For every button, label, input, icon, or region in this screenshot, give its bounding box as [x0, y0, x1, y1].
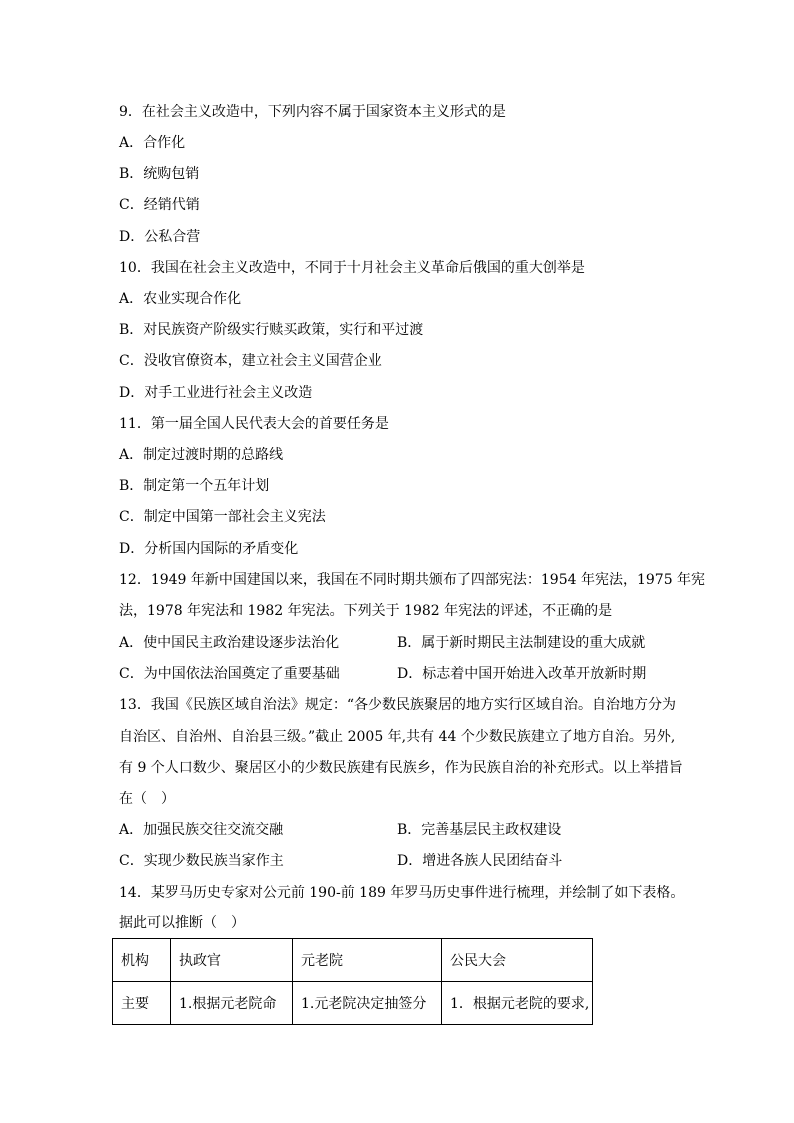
table-header-cell: 元老院 [293, 939, 442, 982]
q11-stem: 11．第一届全国人民代表大会的首要任务是 [119, 416, 389, 432]
q11-option-c: C．制定中国第一部社会主义宪法 [119, 509, 326, 525]
q9-option-b: B．统购包销 [119, 166, 200, 182]
table-header-cell: 机构 [113, 939, 171, 982]
q12-option-a: A．使中国民主政治建设逐步法治化 [119, 635, 340, 651]
q12-stem-line-2: 法，1978 年宪法和 1982 年宪法。下列关于 1982 年宪法的评述，不正确的是 [119, 603, 613, 619]
q9-stem: 9．在社会主义改造中，下列内容不属于国家资本主义形式的是 [119, 104, 506, 120]
q9-option-c: C．经销代销 [119, 197, 200, 213]
q13-stem-line-2: 自治区、自治州、自治县三级。”截止 2005 年,共有 44 个少数民族建立了地方自治。另外, [119, 729, 676, 745]
q10-option-a: A．农业实现合作化 [119, 291, 242, 307]
q13-stem-line-4: 在（ ） [119, 791, 175, 807]
table-cell: 主要 [113, 982, 171, 1025]
q11-option-a: A．制定过渡时期的总路线 [119, 447, 284, 463]
q13-stem-line-3: 有 9 个人口数少、聚居区小的少数民族建有民族乡，作为民族自治的补充形式。以上举措旨 [119, 760, 683, 776]
table-header-cell: 执政官 [171, 939, 293, 982]
q10-option-c: C．没收官僚资本，建立社会主义国营企业 [119, 353, 382, 369]
q9-option-d: D．公私合营 [119, 229, 201, 245]
q10-option-b: B．对民族资产阶级实行赎买政策，实行和平过渡 [119, 322, 424, 338]
q11-option-d: D．分析国内国际的矛盾变化 [119, 541, 299, 557]
q13-option-d: D．增进各族人民团结奋斗 [397, 853, 563, 869]
q12-option-d: D．标志着中国开始进入改革开放新时期 [397, 666, 647, 682]
q12-option-b: B．属于新时期民主法制建设的重大成就 [397, 635, 646, 651]
table-header-row [113, 939, 593, 982]
q14-stem-line-1: 14．某罗马历史专家对公元前 190-前 189 年罗马历史事件进行梳理，并绘制了如下表格。 [119, 885, 685, 901]
q11-option-b: B．制定第一个五年计划 [119, 478, 270, 494]
q9-option-a: A．合作化 [119, 135, 186, 151]
q14-stem-line-2: 据此可以推断（ ） [119, 915, 245, 931]
table-cell: 1.元老院决定抽签分 [293, 982, 442, 1025]
q13-option-c: C．实现少数民族当家作主 [119, 853, 284, 869]
q13-option-a: A．加强民族交往交流交融 [119, 822, 284, 838]
q12-stem-line-1: 12．1949 年新中国建国以来，我国在不同时期共颁布了四部宪法：1954 年宪法，1975 年宪 [119, 572, 706, 588]
q12-option-c: C．为中国依法治国奠定了重要基础 [119, 666, 340, 682]
table-cell: 1．根据元老院的要求, [442, 982, 593, 1025]
roman-institutions-table [112, 938, 593, 1025]
q13-option-b: B．完善基层民主政权建设 [397, 822, 562, 838]
q10-option-d: D．对手工业进行社会主义改造 [119, 385, 313, 401]
table-row [113, 982, 593, 1025]
table-header-cell: 公民大会 [442, 939, 593, 982]
q10-stem: 10．我国在社会主义改造中，不同于十月社会主义革命后俄国的重大创举是 [119, 260, 585, 276]
q13-stem-line-1: 13．我国《民族区域自治法》规定：“各少数民族聚居的地方实行区域自治。自治地方分为 [119, 697, 676, 713]
table-cell: 1.根据元老院命 [171, 982, 293, 1025]
